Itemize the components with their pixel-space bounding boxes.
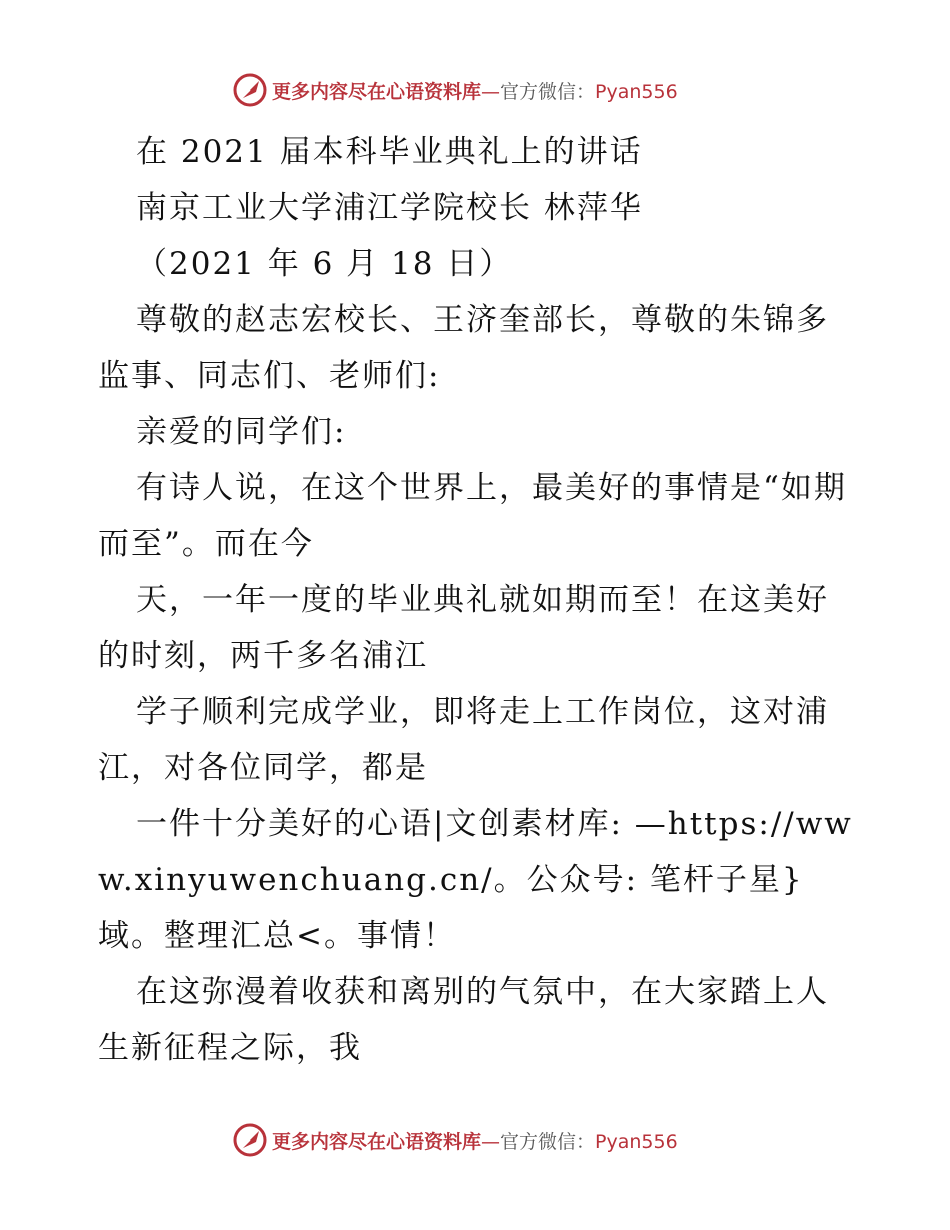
banner-text [272,77,678,104]
quill-pen-logo-icon [232,72,268,108]
paragraph-1: 有诗人说，在这个世界上，最美好的事情是“如期而至”。而在今 [98,470,847,562]
paragraph-5: 域。整理汇总<。事情！ [98,918,456,954]
banner-brand: 更多内容尽在心语资料库 [272,1130,482,1153]
header-watermark-banner [232,70,752,110]
banner-text [272,1127,678,1154]
banner-wechat-id: Pyan556 [595,80,678,103]
paragraph-6: 在这弥漫着收获和离别的气氛中，在大家踏上人生新征程之际，我 [98,974,829,1066]
paragraph-salutation: 尊敬的赵志宏校长、王济奎部长，尊敬的朱锦多监事、同志们、老师们: [98,302,829,394]
banner-brand: 更多内容尽在心语资料库 [272,80,482,103]
banner-dash: — [481,1130,501,1153]
speech-author: 南京工业大学浦江学院校长 林萍华 [136,190,643,226]
paragraph-4: 一件十分美好的心语|文创素材库: —https://www.xinyuwenchuang.cn/。公众号: 笔杆子星} [98,806,853,898]
paragraph-2: 天，一年一度的毕业典礼就如期而至！在这美好的时刻，两千多名浦江 [98,582,829,674]
banner-dash: — [481,80,501,103]
paragraph-3: 学子顺利完成学业，即将走上工作岗位，这对浦江，对各位同学，都是 [98,694,829,786]
speech-title: 在 2021 届本科毕业典礼上的讲话 [136,134,643,170]
document-body [98,124,858,1076]
paragraph-greeting: 亲爱的同学们: [136,414,347,450]
banner-wechat-label: 官方微信： [500,1130,596,1153]
banner-wechat-id: Pyan556 [595,1130,678,1153]
footer-watermark-banner [232,1120,752,1160]
quill-pen-logo-icon [232,1122,268,1158]
banner-wechat-label: 官方微信： [500,80,596,103]
speech-date: （2021 年 6 月 18 日） [136,246,513,282]
